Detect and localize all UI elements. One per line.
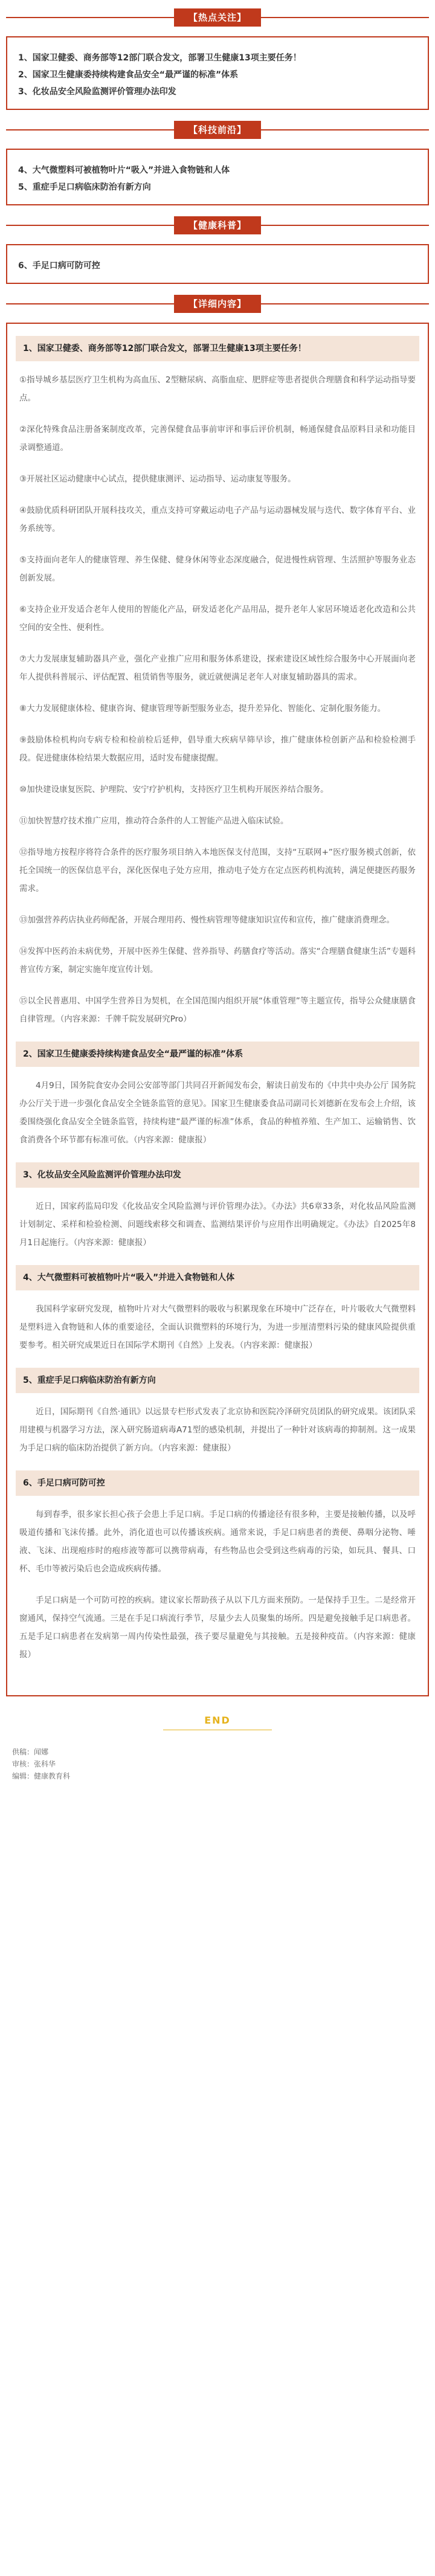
- banner-label: 【详细内容】: [174, 295, 261, 313]
- paragraph: 近日，国际期刊《自然·通讯》以远景专栏形式发表了北京协和医院冷泽研究员团队的研究成果。该团队采用建模与机器学习方法，深入研究肠道病毒A71型的感染机制，并提出了一种针对该病毒的抑制剂。这一成果为手足口病的临床防治提供了新方向。（内容来源：健康报）: [19, 1407, 416, 1453]
- paragraph: ⑩加快建设康复医院、护理院、安宁疗护机构，支持医疗卫生机构开展医养结合服务。: [19, 785, 329, 794]
- section-banner-hot: [6, 7, 429, 28]
- paragraph: ⑬加强营养药店执业药师配备，开展合理用药、慢性病管理等健康知识宣传和宣传，推广健康消费理念。: [19, 915, 395, 925]
- credit-review: 审核：张科华: [12, 1760, 56, 1768]
- paragraph: ⑦大力发展康复辅助器具产业，强化产业推广应用和服务体系建设，探索建设区域性综合服务中心开展面向老年人提供科普展示、评估配置、租赁销售等服务，就近就便满足老年人对康复辅助器具的需求。: [19, 654, 416, 682]
- paragraph: 4月9日，国务院食安办会同公安部等部门共同召开新闻发布会，解读日前发布的《中共中央办公厅 国务院办公厅关于进一步强化食品安全全链条监管的意见》。国家卫生健康委食品司副司长刘德新在发布会上介绍，该委围绕强化食品安全全链条监管，持续构建“最严谨的标准”体系，食品的种植养殖、生产加工、运输销售、饮食消费各个环节都有标准可依。（内容来源：健康报）: [19, 1081, 416, 1145]
- banner-line: [6, 17, 174, 18]
- paragraph: ④鼓励优质科研团队开展科技攻关，重点支持可穿戴运动电子产品与运动器械发展与迭代、数字体育平台、业务系统等。: [19, 506, 416, 533]
- list-item[interactable]: 5、重症手足口病临床防治有新方向: [18, 182, 151, 192]
- article-heading: 4、大气微塑料可被植物叶片“吸入”并进入食物链和人体: [16, 1265, 419, 1290]
- banner-line: [261, 225, 429, 226]
- paragraph: ⑮以全民普惠用、中国学生营养日为契机，在全国范围内组织开展“体重管理”等主题宣传，指导公众健康膳食自律管理。（内容来源：千牌千院发展研究Pro）: [19, 996, 416, 1024]
- health-list: [6, 244, 429, 284]
- section-banner-detail: [6, 294, 429, 314]
- article-body: [16, 371, 419, 1028]
- detail-content: [6, 323, 429, 1696]
- hot-list: [6, 36, 429, 110]
- list-item[interactable]: 3、化妆品安全风险监测评价管理办法印发: [18, 87, 176, 97]
- banner-label: 【健康科普】: [174, 216, 261, 234]
- paragraph: 我国科学家研究发现，植物叶片对大气微塑料的吸收与积累现象在环境中广泛存在，叶片吸收大气微塑料是塑料进入食物链和人体的重要途径，全面认识微塑料的环境行为，为进一步厘清塑料污染的健康风险提供重要参考。相关研究成果近日在国际学术期刊《自然》上发表。（内容来源：健康报）: [19, 1304, 416, 1350]
- credit-edit: 编辑：健康教育科: [12, 1772, 71, 1780]
- list-item[interactable]: 1、国家卫健委、商务部等12部门联合发文，部署卫生健康13项主要任务！: [18, 53, 301, 63]
- paragraph: ⑫指导地方按程序将符合条件的医疗服务项目纳入本地医保支付范围，支持“互联网+”医疗服务模式创新，依托全国统一的医保信息平台，深化医保电子处方应用，推动电子处方在定点医药机构流转，满足便捷医药服务需求。: [19, 848, 416, 894]
- paragraph: ⑧大力发展健康体检、健康咨询、健康管理等新型服务业态，提升差异化、智能化、定制化服务能力。: [19, 704, 386, 713]
- paragraph: 手足口病是一个可防可控的疾病。建议家长帮助孩子从以下几方面来预防。一是保持手卫生。二是经常开窗通风，保持空气流通。三是在手足口病流行季节，尽量少去人员聚集的场所。四是避免接触手足口病患者。五是手足口病患者在发病第一周内传染性最强，孩子要尽量避免与其接触。五是接种疫苗。（内容来源：健康报）: [19, 1596, 416, 1660]
- section-banner-tech: [6, 120, 429, 140]
- paragraph: 每到春季，很多家长担心孩子会患上手足口病。手足口病的传播途径有很多种，主要是接触传播，以及呼吸道传播和飞沫传播。此外，消化道也可以传播该疾病。通常来说，手足口病患者的粪便、鼻咽分泌物、唾液、飞沫、出现疱疹时的疱疹液等都可以携带病毒，有些物品也会受到这些病毒的污染，如玩具、餐具、口杯、毛巾等被污染后也会造成疾病传播。: [19, 1510, 416, 1574]
- article-heading: 5、重症手足口病临床防治有新方向: [16, 1368, 419, 1393]
- paragraph: ⑤支持面向老年人的健康管理、养生保健、健身休闲等业态深度融合，促进慢性病管理、生活照护等服务业态创新发展。: [19, 555, 416, 583]
- banner-line: [6, 225, 174, 226]
- tech-list: [6, 149, 429, 205]
- paragraph: ⑪加快智慧疗技术推广应用，推动符合条件的人工智能产品进入临床试验。: [19, 816, 289, 826]
- banner-label: 【热点关注】: [174, 8, 261, 27]
- banner-line: [261, 17, 429, 18]
- banner-line: [6, 129, 174, 130]
- credits: [6, 1742, 429, 1782]
- banner-line: [261, 303, 429, 304]
- end-marker: [6, 1715, 429, 1730]
- article-heading: 1、国家卫健委、商务部等12部门联合发文，部署卫生健康13项主要任务！: [16, 336, 419, 361]
- paragraph: ⑥支持企业开发适合老年人使用的智能化产品，研发适老化产品用品，提升老年人家居环境适老化改造和公共空间的安全性、便利性。: [19, 605, 416, 633]
- article-heading: 6、手足口病可防可控: [16, 1470, 419, 1496]
- section-banner-health: [6, 215, 429, 236]
- paragraph: 近日，国家药监局印发《化妆品安全风险监测与评价管理办法》。《办法》共6章33条，对化妆品风险监测计划制定、采样和检验检测、问题线索移交和调查、监测结果评价与应用作出明确规定。《办法》自2025年8月1日起施行。（内容来源：健康报）: [19, 1202, 416, 1248]
- article-heading: 3、化妆品安全风险监测评价管理办法印发: [16, 1162, 419, 1188]
- list-item[interactable]: 4、大气微塑料可被植物叶片“吸入”并进入食物链和人体: [18, 166, 230, 175]
- paragraph: ③开展社区运动健康中心试点，提供健康测评、运动指导、运动康复等服务。: [19, 474, 296, 484]
- paragraph: ⑨鼓励体检机构向专病专检和检前检后延伸，倡导重大疾病早筛早诊，推广健康体检创新产品和检验检测手段。促进健康体检结果大数据应用，适时发布健康提醒。: [19, 735, 416, 763]
- paragraph: ⑭发挥中医药治未病优势，开展中医养生保健、营养指导、药膳食疗等活动。落实“合理膳食健康生活”专题科普宣传方案，制定实施年度宣传计划。: [19, 947, 416, 974]
- article-heading: 2、国家卫生健康委持续构建食品安全“最严谨的标准”体系: [16, 1042, 419, 1067]
- credit-supply: 供稿：闻娜: [12, 1748, 49, 1756]
- banner-label: 【科技前沿】: [174, 121, 261, 139]
- end-label: END: [204, 1715, 231, 1726]
- banner-line: [261, 129, 429, 130]
- paragraph: ①指导城乡基层医疗卫生机构为高血压、2型糖尿病、高脂血症、肥胖症等患者提供合理膳食和科学运动指导要点。: [19, 375, 416, 403]
- paragraph: ②深化特殊食品注册备案制度改革，完善保健食品事前审评和事后评价机制，畅通保健食品原料目录和功能目录调整通道。: [19, 425, 416, 452]
- list-item[interactable]: 6、手足口病可防可控: [18, 261, 100, 271]
- list-item[interactable]: 2、国家卫生健康委持续构建食品安全“最严谨的标准”体系: [18, 70, 239, 80]
- banner-line: [6, 303, 174, 304]
